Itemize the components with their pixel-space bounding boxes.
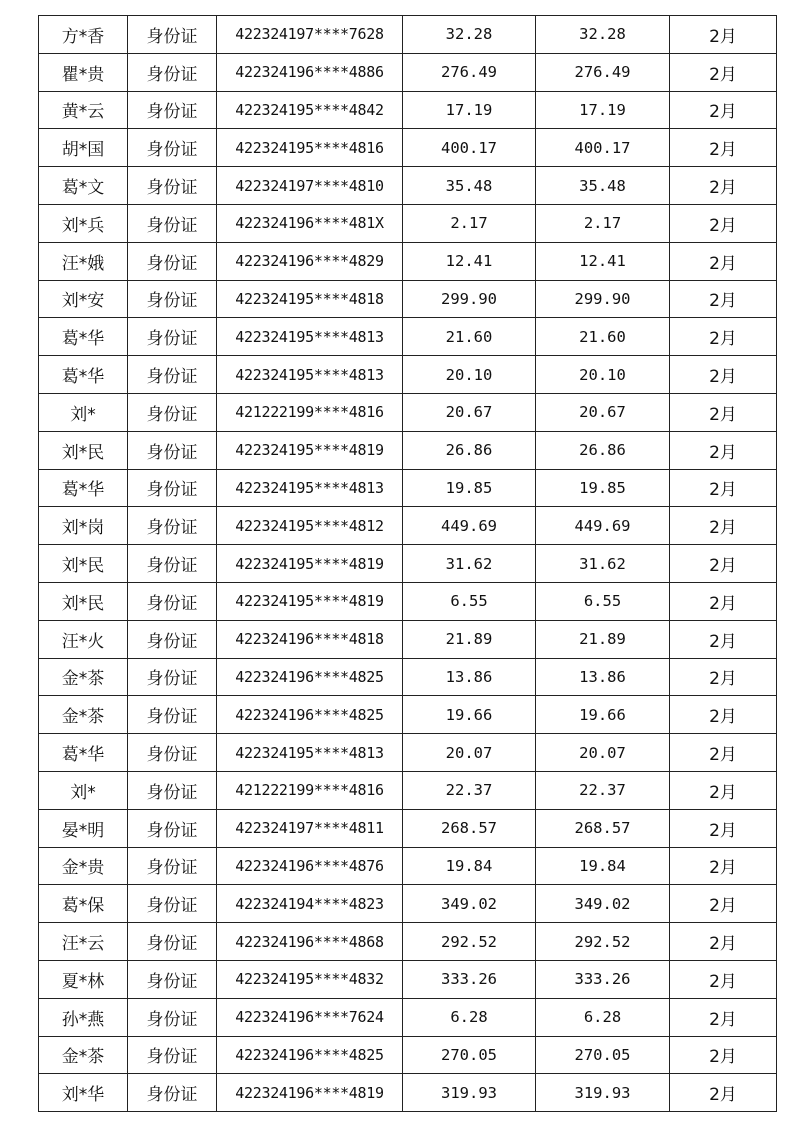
amount-cell: 20.67 [536, 393, 670, 431]
name-cell: 汪*娥 [39, 242, 128, 280]
amount-cell: 31.62 [536, 545, 670, 583]
amount-cell: 292.52 [536, 923, 670, 961]
amount-cell: 292.52 [403, 923, 536, 961]
table-row [39, 1036, 777, 1074]
id-number-cell: 422324196****4825 [217, 658, 403, 696]
amount-cell: 268.57 [403, 809, 536, 847]
id-number-cell: 422324195****4813 [217, 318, 403, 356]
table-row [39, 923, 777, 961]
id-number-cell: 422324195****4819 [217, 582, 403, 620]
name-cell: 方*香 [39, 16, 128, 54]
id-number-cell: 422324196****4868 [217, 923, 403, 961]
id-number-cell: 422324196****4818 [217, 620, 403, 658]
id-number-cell: 422324195****4832 [217, 960, 403, 998]
month-cell: 2月 [670, 658, 777, 696]
month-cell: 2月 [670, 696, 777, 734]
amount-cell: 6.55 [536, 582, 670, 620]
amount-cell: 12.41 [403, 242, 536, 280]
amount-cell: 22.37 [536, 771, 670, 809]
table-row [39, 998, 777, 1036]
name-cell: 刘*兵 [39, 204, 128, 242]
table-row [39, 658, 777, 696]
name-cell: 瞿*贵 [39, 53, 128, 91]
amount-cell: 299.90 [536, 280, 670, 318]
name-cell: 刘* [39, 771, 128, 809]
id-number-cell: 422324195****4812 [217, 507, 403, 545]
amount-cell: 26.86 [536, 431, 670, 469]
id-number-cell: 422324195****4818 [217, 280, 403, 318]
month-cell: 2月 [670, 847, 777, 885]
table-row [39, 129, 777, 167]
amount-cell: 21.89 [403, 620, 536, 658]
amount-cell: 19.85 [536, 469, 670, 507]
id-type-cell: 身份证 [128, 53, 217, 91]
id-type-cell: 身份证 [128, 1036, 217, 1074]
amount-cell: 349.02 [536, 885, 670, 923]
amount-cell: 2.17 [536, 204, 670, 242]
amount-cell: 319.93 [536, 1074, 670, 1112]
id-type-cell: 身份证 [128, 771, 217, 809]
amount-cell: 276.49 [536, 53, 670, 91]
id-type-cell: 身份证 [128, 620, 217, 658]
name-cell: 葛*华 [39, 734, 128, 772]
amount-cell: 299.90 [403, 280, 536, 318]
name-cell: 黄*云 [39, 91, 128, 129]
month-cell: 2月 [670, 582, 777, 620]
table-row [39, 847, 777, 885]
name-cell: 刘*华 [39, 1074, 128, 1112]
table-row [39, 469, 777, 507]
amount-cell: 6.55 [403, 582, 536, 620]
amount-cell: 19.66 [403, 696, 536, 734]
amount-cell: 268.57 [536, 809, 670, 847]
id-number-cell: 422324196****481X [217, 204, 403, 242]
id-type-cell: 身份证 [128, 393, 217, 431]
table-row [39, 53, 777, 91]
id-type-cell: 身份证 [128, 167, 217, 205]
table-row [39, 885, 777, 923]
table-row [39, 91, 777, 129]
id-type-cell: 身份证 [128, 658, 217, 696]
subsidy-roster-table [38, 15, 777, 1112]
name-cell: 夏*林 [39, 960, 128, 998]
amount-cell: 13.86 [536, 658, 670, 696]
name-cell: 刘*岗 [39, 507, 128, 545]
id-type-cell: 身份证 [128, 734, 217, 772]
month-cell: 2月 [670, 1074, 777, 1112]
id-number-cell: 422324196****4886 [217, 53, 403, 91]
amount-cell: 20.67 [403, 393, 536, 431]
month-cell: 2月 [670, 469, 777, 507]
table-row [39, 1074, 777, 1112]
amount-cell: 449.69 [403, 507, 536, 545]
month-cell: 2月 [670, 620, 777, 658]
id-number-cell: 422324195****4842 [217, 91, 403, 129]
month-cell: 2月 [670, 16, 777, 54]
amount-cell: 19.84 [536, 847, 670, 885]
id-number-cell: 422324195****4819 [217, 431, 403, 469]
id-number-cell: 422324196****7624 [217, 998, 403, 1036]
month-cell: 2月 [670, 280, 777, 318]
id-type-cell: 身份证 [128, 545, 217, 583]
amount-cell: 17.19 [403, 91, 536, 129]
table-body [39, 16, 777, 1112]
name-cell: 葛*保 [39, 885, 128, 923]
name-cell: 汪*火 [39, 620, 128, 658]
id-type-cell: 身份证 [128, 809, 217, 847]
id-number-cell: 422324196****4829 [217, 242, 403, 280]
amount-cell: 20.10 [536, 356, 670, 394]
month-cell: 2月 [670, 242, 777, 280]
month-cell: 2月 [670, 885, 777, 923]
id-type-cell: 身份证 [128, 91, 217, 129]
month-cell: 2月 [670, 545, 777, 583]
table-row [39, 242, 777, 280]
amount-cell: 26.86 [403, 431, 536, 469]
id-type-cell: 身份证 [128, 129, 217, 167]
amount-cell: 333.26 [536, 960, 670, 998]
amount-cell: 6.28 [536, 998, 670, 1036]
table-row [39, 734, 777, 772]
id-number-cell: 422324195****4816 [217, 129, 403, 167]
table-row [39, 280, 777, 318]
month-cell: 2月 [670, 923, 777, 961]
id-number-cell: 422324197****7628 [217, 16, 403, 54]
month-cell: 2月 [670, 998, 777, 1036]
id-type-cell: 身份证 [128, 847, 217, 885]
id-type-cell: 身份证 [128, 469, 217, 507]
month-cell: 2月 [670, 167, 777, 205]
id-number-cell: 422324197****4811 [217, 809, 403, 847]
id-type-cell: 身份证 [128, 16, 217, 54]
table-row [39, 696, 777, 734]
table-row [39, 507, 777, 545]
name-cell: 刘*民 [39, 545, 128, 583]
month-cell: 2月 [670, 91, 777, 129]
month-cell: 2月 [670, 771, 777, 809]
table-row [39, 771, 777, 809]
name-cell: 刘*民 [39, 431, 128, 469]
id-type-cell: 身份证 [128, 696, 217, 734]
amount-cell: 2.17 [403, 204, 536, 242]
name-cell: 葛*华 [39, 469, 128, 507]
id-number-cell: 422324195****4813 [217, 469, 403, 507]
amount-cell: 400.17 [403, 129, 536, 167]
amount-cell: 276.49 [403, 53, 536, 91]
amount-cell: 32.28 [536, 16, 670, 54]
month-cell: 2月 [670, 809, 777, 847]
table-row [39, 431, 777, 469]
id-type-cell: 身份证 [128, 318, 217, 356]
amount-cell: 21.60 [403, 318, 536, 356]
amount-cell: 20.07 [403, 734, 536, 772]
id-type-cell: 身份证 [128, 998, 217, 1036]
table-row [39, 960, 777, 998]
amount-cell: 319.93 [403, 1074, 536, 1112]
name-cell: 胡*国 [39, 129, 128, 167]
amount-cell: 20.07 [536, 734, 670, 772]
table-row [39, 167, 777, 205]
id-type-cell: 身份证 [128, 242, 217, 280]
id-type-cell: 身份证 [128, 204, 217, 242]
amount-cell: 449.69 [536, 507, 670, 545]
id-type-cell: 身份证 [128, 1074, 217, 1112]
id-number-cell: 421222199****4816 [217, 771, 403, 809]
id-type-cell: 身份证 [128, 280, 217, 318]
id-type-cell: 身份证 [128, 431, 217, 469]
amount-cell: 22.37 [403, 771, 536, 809]
id-type-cell: 身份证 [128, 960, 217, 998]
name-cell: 金*茶 [39, 696, 128, 734]
amount-cell: 17.19 [536, 91, 670, 129]
table-row [39, 393, 777, 431]
table-row [39, 16, 777, 54]
name-cell: 金*茶 [39, 658, 128, 696]
id-number-cell: 422324196****4825 [217, 1036, 403, 1074]
id-number-cell: 422324196****4876 [217, 847, 403, 885]
month-cell: 2月 [670, 204, 777, 242]
amount-cell: 349.02 [403, 885, 536, 923]
amount-cell: 270.05 [403, 1036, 536, 1074]
name-cell: 金*贵 [39, 847, 128, 885]
name-cell: 金*茶 [39, 1036, 128, 1074]
month-cell: 2月 [670, 960, 777, 998]
name-cell: 孙*燕 [39, 998, 128, 1036]
amount-cell: 32.28 [403, 16, 536, 54]
month-cell: 2月 [670, 393, 777, 431]
amount-cell: 400.17 [536, 129, 670, 167]
table-row [39, 620, 777, 658]
id-type-cell: 身份证 [128, 923, 217, 961]
name-cell: 汪*云 [39, 923, 128, 961]
month-cell: 2月 [670, 507, 777, 545]
amount-cell: 31.62 [403, 545, 536, 583]
id-type-cell: 身份证 [128, 885, 217, 923]
id-number-cell: 422324196****4825 [217, 696, 403, 734]
table-row [39, 356, 777, 394]
amount-cell: 35.48 [536, 167, 670, 205]
id-number-cell: 422324196****4819 [217, 1074, 403, 1112]
name-cell: 葛*文 [39, 167, 128, 205]
month-cell: 2月 [670, 318, 777, 356]
amount-cell: 21.89 [536, 620, 670, 658]
id-number-cell: 422324197****4810 [217, 167, 403, 205]
amount-cell: 13.86 [403, 658, 536, 696]
id-type-cell: 身份证 [128, 356, 217, 394]
amount-cell: 6.28 [403, 998, 536, 1036]
month-cell: 2月 [670, 356, 777, 394]
amount-cell: 333.26 [403, 960, 536, 998]
table-row [39, 545, 777, 583]
table-row [39, 582, 777, 620]
amount-cell: 19.66 [536, 696, 670, 734]
amount-cell: 35.48 [403, 167, 536, 205]
table-row [39, 809, 777, 847]
name-cell: 晏*明 [39, 809, 128, 847]
month-cell: 2月 [670, 129, 777, 167]
amount-cell: 20.10 [403, 356, 536, 394]
name-cell: 刘*民 [39, 582, 128, 620]
month-cell: 2月 [670, 1036, 777, 1074]
id-type-cell: 身份证 [128, 507, 217, 545]
id-number-cell: 421222199****4816 [217, 393, 403, 431]
month-cell: 2月 [670, 431, 777, 469]
id-number-cell: 422324195****4819 [217, 545, 403, 583]
name-cell: 葛*华 [39, 318, 128, 356]
amount-cell: 270.05 [536, 1036, 670, 1074]
table-row [39, 204, 777, 242]
amount-cell: 19.85 [403, 469, 536, 507]
id-type-cell: 身份证 [128, 582, 217, 620]
id-number-cell: 422324194****4823 [217, 885, 403, 923]
name-cell: 葛*华 [39, 356, 128, 394]
table-row [39, 318, 777, 356]
name-cell: 刘* [39, 393, 128, 431]
name-cell: 刘*安 [39, 280, 128, 318]
id-number-cell: 422324195****4813 [217, 356, 403, 394]
month-cell: 2月 [670, 734, 777, 772]
amount-cell: 12.41 [536, 242, 670, 280]
id-number-cell: 422324195****4813 [217, 734, 403, 772]
amount-cell: 21.60 [536, 318, 670, 356]
month-cell: 2月 [670, 53, 777, 91]
amount-cell: 19.84 [403, 847, 536, 885]
